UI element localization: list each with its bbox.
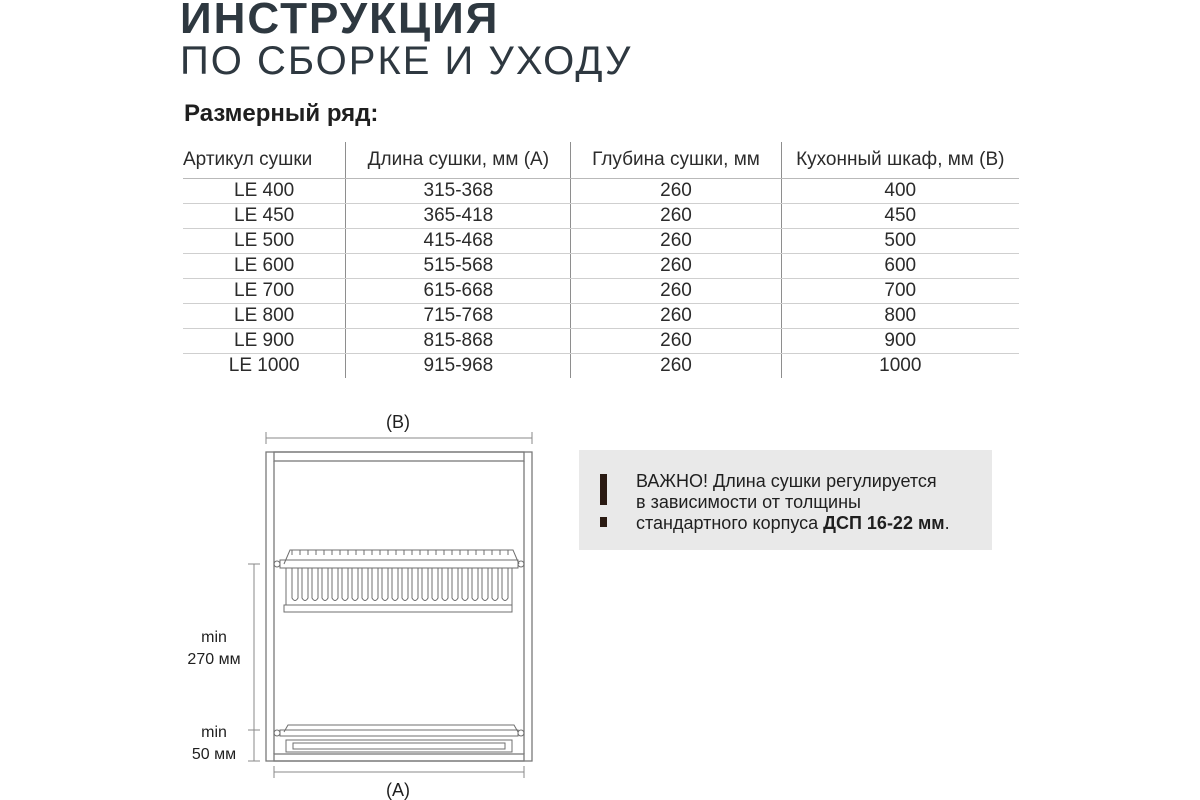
column-header-length: Длина сушки, мм (А)	[346, 142, 571, 179]
cell-length: 815-868	[346, 329, 571, 354]
column-header-cabinet: Кухонный шкаф, мм (В)	[781, 142, 1019, 179]
cell-depth: 260	[571, 179, 781, 204]
dimension-label-a: (A)	[386, 780, 410, 800]
important-notice	[579, 450, 992, 550]
table-row	[183, 229, 1019, 254]
cell-length: 615-668	[346, 279, 571, 304]
table-row	[183, 204, 1019, 229]
cell-depth: 260	[571, 329, 781, 354]
min-lower-value: 50 мм	[191, 746, 237, 763]
cell-length: 515-568	[346, 254, 571, 279]
cabinet-diagram	[180, 400, 560, 800]
cell-depth: 260	[571, 304, 781, 329]
cell-article: LE 500	[183, 229, 346, 254]
cell-depth: 260	[571, 254, 781, 279]
dimension-line-b	[266, 432, 532, 444]
lower-drip-tray	[274, 725, 524, 752]
notice-line-3	[636, 513, 986, 534]
cell-depth: 260	[571, 354, 781, 379]
cell-article: LE 400	[183, 179, 346, 204]
table-row	[183, 179, 1019, 204]
cell-cabinet: 1000	[781, 354, 1019, 379]
cell-cabinet: 450	[781, 204, 1019, 229]
notice-text	[636, 471, 986, 534]
cell-length: 915-968	[346, 354, 571, 379]
exclamation-icon	[600, 474, 608, 530]
cell-depth: 260	[571, 229, 781, 254]
min-upper-value: 270 мм	[187, 651, 241, 668]
cell-article: LE 1000	[228, 355, 300, 376]
title-subtitle: ПО СБОРКЕ И УХОДУ	[180, 39, 633, 83]
cabinet-body	[266, 452, 532, 761]
table-row	[183, 304, 1019, 329]
cell-cabinet: 400	[781, 179, 1019, 204]
column-header-depth: Глубина сушки, мм	[571, 142, 781, 179]
title-main: ИНСТРУКЦИЯ	[180, 0, 500, 43]
notice-thickness: ДСП 16-22 мм	[823, 513, 945, 533]
notice-line-2: в зависимости от толщины	[636, 492, 861, 512]
column-header-article: Артикул сушки	[183, 142, 346, 179]
dimension-line-vertical	[248, 564, 260, 761]
table-header-row	[183, 142, 1019, 179]
table-row	[183, 354, 1019, 379]
table-row	[183, 279, 1019, 304]
cell-depth: 260	[571, 279, 781, 304]
min-lower-label: min	[201, 724, 227, 741]
notice-line-3-end: .	[944, 513, 950, 533]
cell-cabinet: 600	[781, 254, 1019, 279]
cell-article: LE 900	[183, 329, 346, 354]
cell-length: 415-468	[346, 229, 571, 254]
cell-cabinet: 500	[781, 229, 1019, 254]
notice-line-3-text: стандартного корпуса	[636, 513, 824, 533]
cell-cabinet: 700	[781, 279, 1019, 304]
cell-article: LE 800	[183, 304, 346, 329]
cell-depth: 260	[571, 204, 781, 229]
table-row	[183, 254, 1019, 279]
cell-article: LE 600	[183, 254, 346, 279]
cell-length: 365-418	[346, 204, 571, 229]
cell-cabinet: 800	[781, 304, 1019, 329]
cell-length: 315-368	[346, 179, 571, 204]
notice-line-1: ВАЖНО! Длина сушки регулируется	[636, 471, 937, 491]
cell-article: LE 700	[183, 279, 346, 304]
dimension-line-a	[274, 766, 524, 778]
min-upper-label: min	[201, 629, 227, 646]
cell-cabinet: 900	[781, 329, 1019, 354]
size-range-title: Размерный ряд:	[184, 100, 379, 127]
cell-length: 715-768	[346, 304, 571, 329]
cell-article: LE 450	[183, 204, 346, 229]
table-row	[183, 329, 1019, 354]
dimension-label-b: (B)	[386, 412, 410, 432]
upper-dish-rack	[274, 550, 524, 612]
size-range-table	[183, 142, 1019, 378]
